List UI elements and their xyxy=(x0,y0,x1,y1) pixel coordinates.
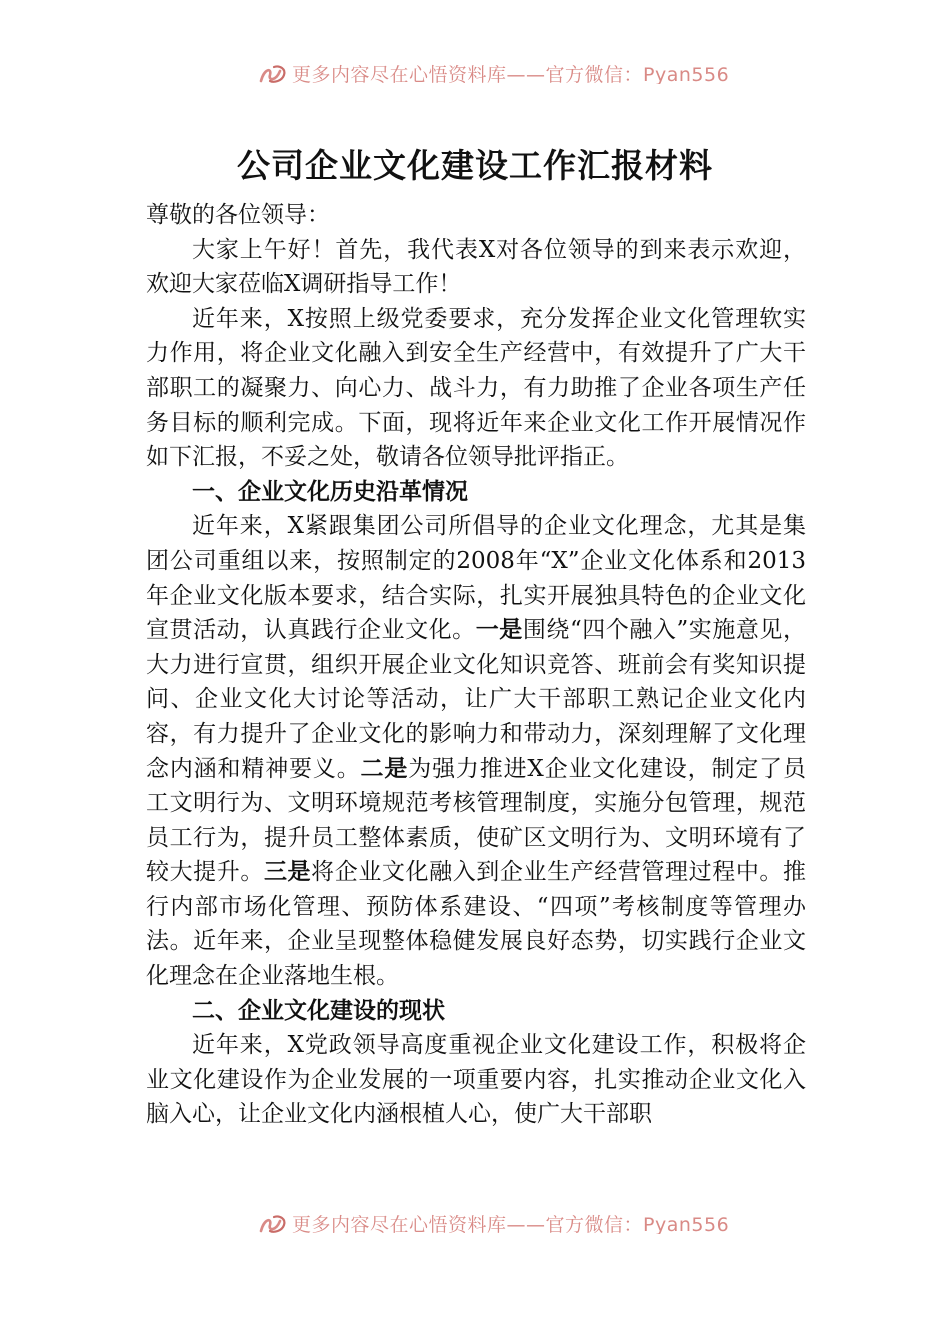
bold-marker-second: 二是 xyxy=(360,755,409,782)
document-body xyxy=(146,198,806,1132)
history-text-d: 将企业文化融入到企业生产经营管理过程中。推行内部市场化管理、预防体系建设、“四项”考核制度等管理办法。近年来，企业呈现整体稳健发展良好态势，切实践行企业文化理念在企业落地生根。 xyxy=(146,859,807,990)
paragraph-greeting: 大家上午好！首先，我代表X对各位领导的到来表示欢迎，欢迎大家莅临X调研指导工作！ xyxy=(146,236,806,298)
watermark-text: 更多内容尽在心悟资料库——官方微信：Pyan556 xyxy=(292,1214,730,1234)
watermark-text: 更多内容尽在心悟资料库——官方微信：Pyan556 xyxy=(292,64,730,84)
history-text-a: 近年来，X紧跟集团公司所倡导的企业文化理念，尤其是集团公司重组以来，按照制定的2008年“X”企业文化体系和2013年企业文化版本要求，结合实际，扎实开展独具特色的企业文化宣贯活动，认真践行企业文化。 xyxy=(146,513,806,644)
bold-marker-third: 三是 xyxy=(263,859,312,886)
section-heading-status: 二、企业文化建设的现状 xyxy=(192,997,445,1024)
history-text-c: 为强力推进X企业文化建设，制定了员工文明行为、文明环境规范考核管理制度，实施分包管理，规范员工行为，提升员工整体素质，使矿区文明行为、文明环境有了较大提升。 xyxy=(146,755,807,886)
paragraph-intro: 近年来，X按照上级党委要求，充分发挥企业文化管理软实力作用，将企业文化融入到安全生产经营中，有效提升了广大干部职工的凝聚力、向心力、战斗力，有力助推了企业各项生产任务目标的顺利完成。下面，现将近年来企业文化工作开展情况作如下汇报，不妥之处，敬请各位领导批评指正。 xyxy=(146,305,806,471)
document-title: 公司企业文化建设工作汇报材料 xyxy=(237,146,713,185)
history-text-b: 围绕“四个融入”实施意见，大力进行宣贯，组织开展企业文化知识竞答、班前会有奖知识提问、企业文化大讨论等活动，让广大干部职工熟记企业文化内容，有力提升了企业文化的影响力和带动力，深刻理解了文化理念内涵和精神要义。 xyxy=(146,617,806,782)
bold-marker-first: 一是 xyxy=(475,617,523,644)
salutation: 尊敬的各位领导： xyxy=(146,202,330,228)
paragraph-status: 近年来，X党政领导高度重视企业文化建设工作，积极将企业文化建设作为企业发展的一项重要内容，扎实推动企业文化入脑入心，让企业文化内涵根植人心，使广大干部职 xyxy=(146,1032,806,1128)
watermark-banner-top xyxy=(0,56,950,84)
watermark-logo-icon xyxy=(258,63,288,85)
paragraph-history xyxy=(146,509,806,993)
watermark-logo-icon xyxy=(258,1213,288,1235)
watermark-banner-bottom xyxy=(0,1206,950,1234)
section-heading-history: 一、企业文化历史沿革情况 xyxy=(192,478,468,505)
